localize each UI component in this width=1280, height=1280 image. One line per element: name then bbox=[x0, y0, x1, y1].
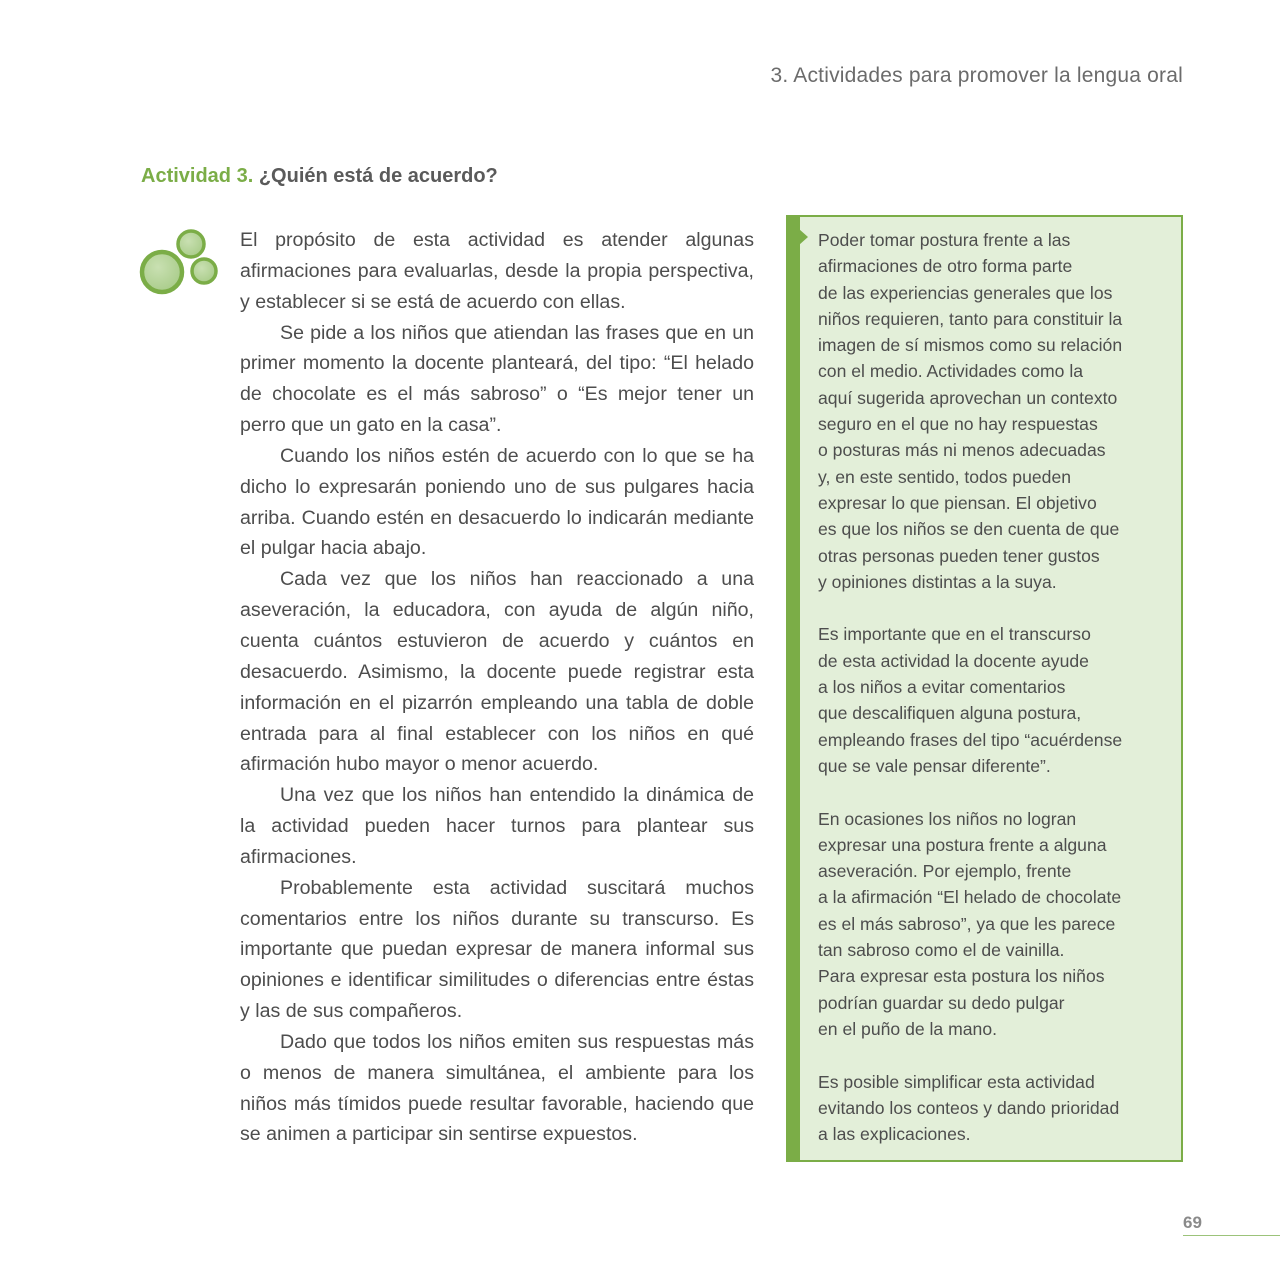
sidebar-paragraph bbox=[818, 1069, 1178, 1148]
sidebar-line: a la afirmación “El helado de chocolate bbox=[818, 887, 1122, 908]
sidebar-line: o posturas más ni menos adecuadas bbox=[818, 440, 1106, 461]
sidebar-line: expresar lo que piensan. El objetivo bbox=[818, 492, 1097, 513]
sidebar-line: empleando frases del tipo “acuérdense bbox=[818, 729, 1123, 750]
sidebar-line: Para expresar esta postura los niños bbox=[818, 966, 1105, 987]
sidebar-line: expresar una postura frente a alguna bbox=[818, 834, 1107, 855]
page-rule bbox=[1183, 1235, 1280, 1236]
sidebar-line: con el medio. Actividades como la bbox=[818, 361, 1084, 382]
sidebar-line: y opiniones distintas a la suya. bbox=[818, 571, 1057, 592]
activity-label: Actividad 3. bbox=[141, 165, 254, 187]
running-header: 3. Actividades para promover la lengua oral bbox=[770, 64, 1183, 87]
sidebar-line: a las explicaciones. bbox=[818, 1124, 971, 1145]
sidebar-line: imagen de sí mismos como su relación bbox=[818, 335, 1123, 356]
sidebar-line: y, en este sentido, todos pueden bbox=[818, 466, 1072, 487]
sidebar-line: es que los niños se den cuenta de que bbox=[818, 519, 1120, 540]
sidebar-text bbox=[818, 227, 1178, 1147]
sidebar-line: a los niños a evitar comentarios bbox=[818, 677, 1066, 698]
sidebar-line: que descalifiquen alguna postura, bbox=[818, 703, 1082, 724]
sidebar-line: afirmaciones de otro forma parte bbox=[818, 256, 1073, 277]
sidebar-paragraph bbox=[818, 227, 1178, 595]
sidebar-line: que se vale pensar diferente”. bbox=[818, 755, 1051, 776]
sidebar-line: Poder tomar postura frente a las bbox=[818, 230, 1071, 250]
sidebar-line: podrían guardar su dedo pulgar bbox=[818, 992, 1065, 1013]
sidebar-line: aseveración. Por ejemplo, frente bbox=[818, 861, 1072, 882]
sidebar-line: En ocasiones los niños no logran bbox=[818, 808, 1077, 829]
sidebar-line: evitando los conteos y dando prioridad bbox=[818, 1097, 1120, 1118]
sidebar-line: en el puño de la mano. bbox=[818, 1018, 998, 1039]
body-text bbox=[240, 225, 754, 1150]
sidebar-line: Es posible simplificar esta actividad bbox=[818, 1071, 1095, 1092]
page-number: 69 bbox=[1183, 1213, 1202, 1232]
activity-question: ¿Quién está de acuerdo? bbox=[258, 165, 498, 187]
body-paragraph: Probablemente esta actividad suscitará muchos comentarios entre los niños durante su transcurso. Es importante que puedan expresar de manera informal sus opiniones e identificar similitudes o diferencias entre éstas y las de sus compañeros. bbox=[240, 876, 754, 1023]
body-paragraph: Dado que todos los niños emiten sus respuestas más o menos de manera simultánea, el ambiente para los niños más tímidos puede resultar favorable, haciendo que se animen a participar sin sentirse expuestos. bbox=[240, 1030, 754, 1146]
sidebar-paragraph bbox=[818, 806, 1178, 1043]
sidebar-paragraph bbox=[818, 621, 1178, 779]
sidebar-line: de esta actividad la docente ayude bbox=[818, 650, 1089, 671]
activity-title bbox=[141, 165, 498, 188]
sidebar-line: aquí sugerida aprovechan un contexto bbox=[818, 387, 1118, 408]
sidebar-line: de las experiencias generales que los bbox=[818, 282, 1113, 303]
body-paragraph: Cada vez que los niños han reaccionado a una aseveración, la educadora, con ayuda de algún niño, cuenta cuántos estuvieron de acuerdo y cuántos en desacuerdo. Asimismo, la docente puede registrar esta información en el pizarrón empleando una tabla de doble entrada para al final establecer con los niños en qué afirmación hubo mayor o menor acuerdo. bbox=[240, 568, 754, 776]
sidebar-line: niños requieren, tanto para constituir la bbox=[818, 308, 1123, 329]
sidebar-line: otras personas pueden tener gustos bbox=[818, 545, 1100, 566]
sidebar-line: seguro en el que no hay respuestas bbox=[818, 414, 1098, 435]
sidebar-notch bbox=[799, 229, 808, 245]
body-paragraph: El propósito de esta actividad es atender algunas afirmaciones para evaluarlas, desde la propia perspectiva, y establecer si se está de acuerdo con ellas. bbox=[240, 229, 754, 313]
body-paragraph: Se pide a los niños que atiendan las frases que en un primer momento la docente planteará, del tipo: “El helado de chocolate es el más sabroso” o “Es mejor tener un perro que un gato en la casa”. bbox=[240, 321, 754, 437]
sidebar-line: es el más sabroso”, ya que les parece bbox=[818, 913, 1116, 934]
sidebar-line: tan sabroso como el de vainilla. bbox=[818, 940, 1065, 961]
body-paragraph: Cuando los niños estén de acuerdo con lo que se ha dicho lo expresarán poniendo uno de sus pulgares hacia arriba. Cuando estén en desacuerdo lo indicarán mediante el pulgar hacia abajo. bbox=[240, 444, 754, 560]
sidebar-line: Es importante que en el transcurso bbox=[818, 624, 1091, 645]
three-circles-icon bbox=[139, 229, 221, 295]
body-paragraph: Una vez que los niños han entendido la dinámica de la actividad pueden hacer turnos para plantear sus afirmaciones. bbox=[240, 784, 754, 868]
